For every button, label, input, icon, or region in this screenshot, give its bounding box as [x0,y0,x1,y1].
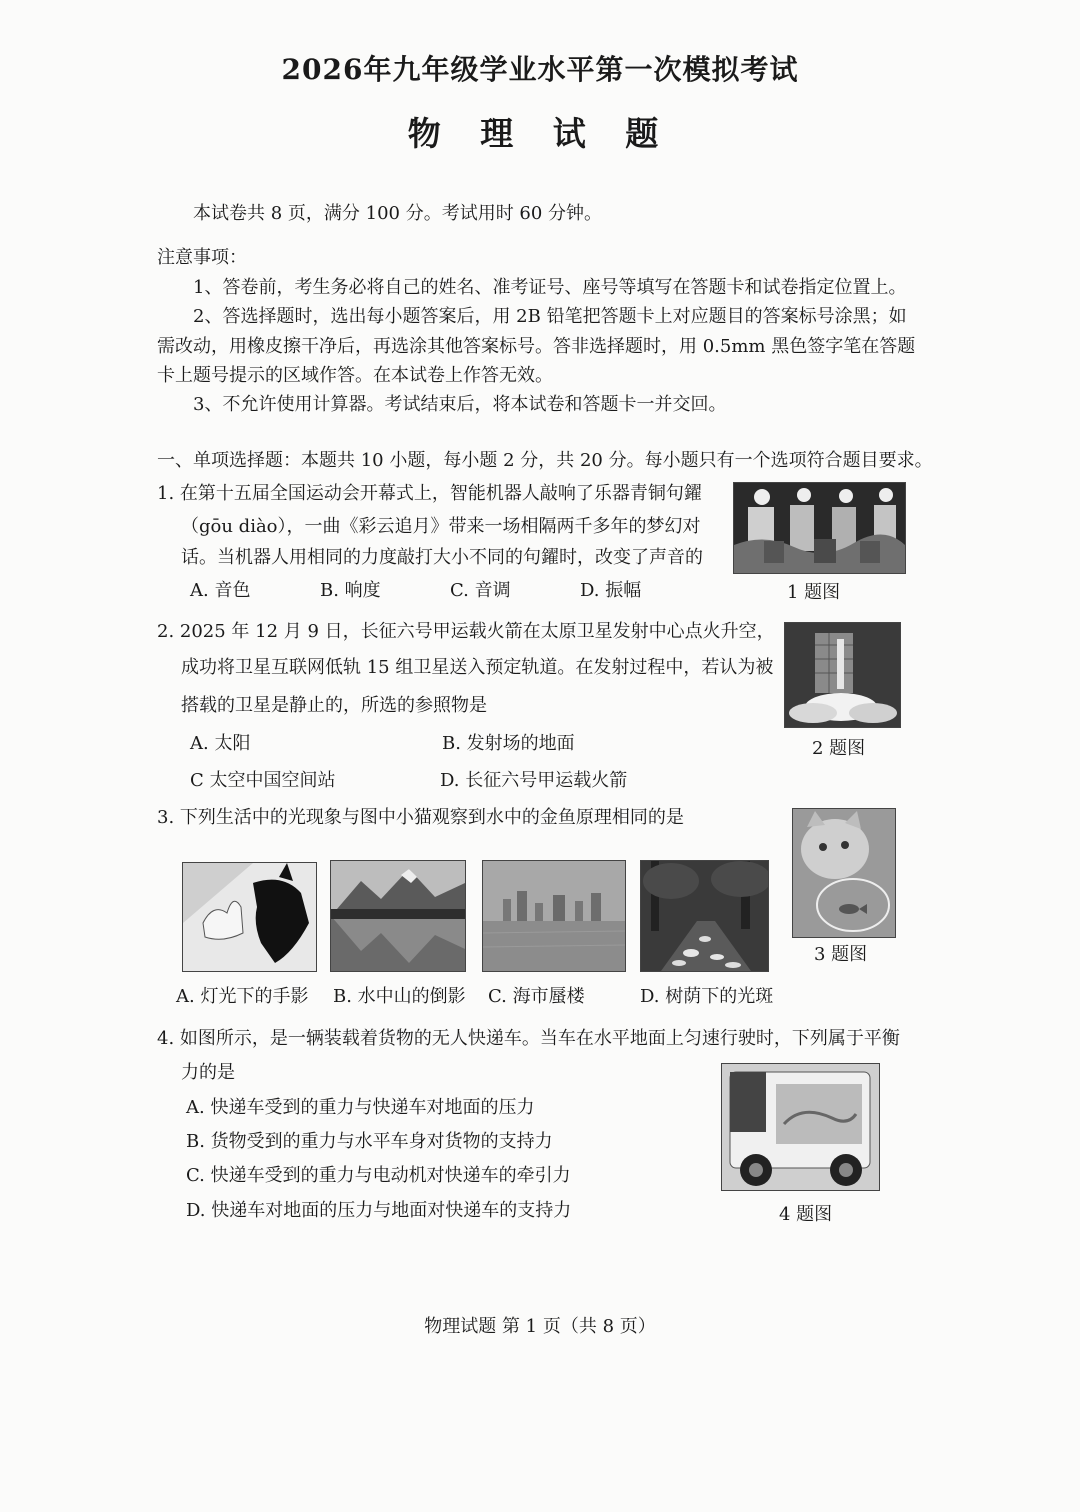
q4-caption: 4 题图 [779,1204,833,1225]
q1-option-d: D. 振幅 [580,580,642,601]
q2-option-a: A. 太阳 [190,733,251,754]
q1-option-b: B. 响度 [320,580,381,601]
q2-caption: 2 题图 [812,738,866,759]
q1-figure-robots-bells [733,482,906,574]
q2-option-d: D. 长征六号甲运载火箭 [440,770,628,791]
exam-title: 2026年九年级学业水平第一次模拟考试 [281,53,799,86]
q1-caption: 1 题图 [787,582,841,603]
q3-option-d: D. 树荫下的光斑 [640,986,774,1007]
subject-title: 物 理 试 题 [407,114,673,153]
q4-line-1: 4. 如图所示，是一辆装载着货物的无人快递车。当车在水平地面上匀速行驶时，下列属于平衡 [157,1028,900,1049]
notice-line-2: 2、答选择题时，选出每小题答案后，用 2B 铅笔把答题卡上对应题目的答案标号涂黑；如 [193,306,907,327]
q3-option-a: A. 灯光下的手影 [176,986,309,1007]
notice-line-3: 需改动，用橡皮擦干净后，再选涂其他答案标号。答非选择题时，用 0.5mm 黑色签字笔在答题 [157,336,916,357]
q1-line-2: （gōu diào），一曲《彩云追月》带来一场相隔两千多年的梦幻对 [181,516,701,537]
q1-option-a: A. 音色 [190,580,251,601]
q4-option-d: D. 快递车对地面的压力与地面对快递车的支持力 [186,1200,572,1221]
q4-option-a: A. 快递车受到的重力与快递车对地面的压力 [186,1097,535,1118]
q3-option-b: B. 水中山的倒影 [333,986,466,1007]
q1-line-3: 话。当机器人用相同的力度敲打大小不同的句鑃时，改变了声音的 [181,547,703,568]
section-heading: 一、单项选择题：本题共 10 小题，每小题 2 分，共 20 分。每小题只有一个选项符合题目要求。 [157,450,933,471]
q4-figure-delivery-vehicle [721,1063,880,1191]
notice-heading: 注意事项： [157,247,247,268]
q3-option-b-image-mountain-reflection [330,860,466,972]
q2-line-3: 搭载的卫星是静止的，所选的参照物是 [181,695,487,716]
q2-option-c: C 太空中国空间站 [190,770,336,791]
q4-line-2: 力的是 [181,1062,235,1083]
q4-option-b: B. 货物受到的重力与水平车身对货物的支持力 [186,1131,553,1152]
q3-option-a-image-hand-shadow [182,862,317,972]
notice-line-5: 3、不允许使用计算器。考试结束后，将本试卷和答题卡一并交回。 [193,394,727,415]
page-footer: 物理试题 第 1 页（共 8 页） [424,1316,656,1337]
q2-figure-rocket-launch [784,622,901,728]
q3-caption: 3 题图 [814,944,868,965]
q3-option-d-image-light-spots [640,860,769,972]
q1-line-1: 1. 在第十五届全国运动会开幕式上，智能机器人敲响了乐器青铜句鑃 [157,483,702,504]
q1-option-c: C. 音调 [450,580,511,601]
q3-stem: 3. 下列生活中的光现象与图中小猫观察到水中的金鱼原理相同的是 [157,807,684,828]
q4-option-c: C. 快递车受到的重力与电动机对快递车的牵引力 [186,1165,571,1186]
q3-figure-cat-goldfish [792,808,896,938]
q2-line-2: 成功将卫星互联网低轨 15 组卫星送入预定轨道。在发射过程中，若认为被 [181,657,774,678]
intro-text: 本试卷共 8 页，满分 100 分。考试用时 60 分钟。 [193,203,603,224]
notice-line-1: 1、答卷前，考生务必将自己的姓名、准考证号、座号等填写在答题卡和试卷指定位置上。 [193,277,907,298]
q3-option-c-image-mirage [482,860,626,972]
q3-option-c: C. 海市蜃楼 [488,986,585,1007]
q2-line-1: 2. 2025 年 12 月 9 日，长征六号甲运载火箭在太原卫星发射中心点火升空， [157,621,775,642]
notice-line-4: 卡上题号提示的区域作答。在本试卷上作答无效。 [157,365,553,386]
q2-option-b: B. 发射场的地面 [442,733,575,754]
